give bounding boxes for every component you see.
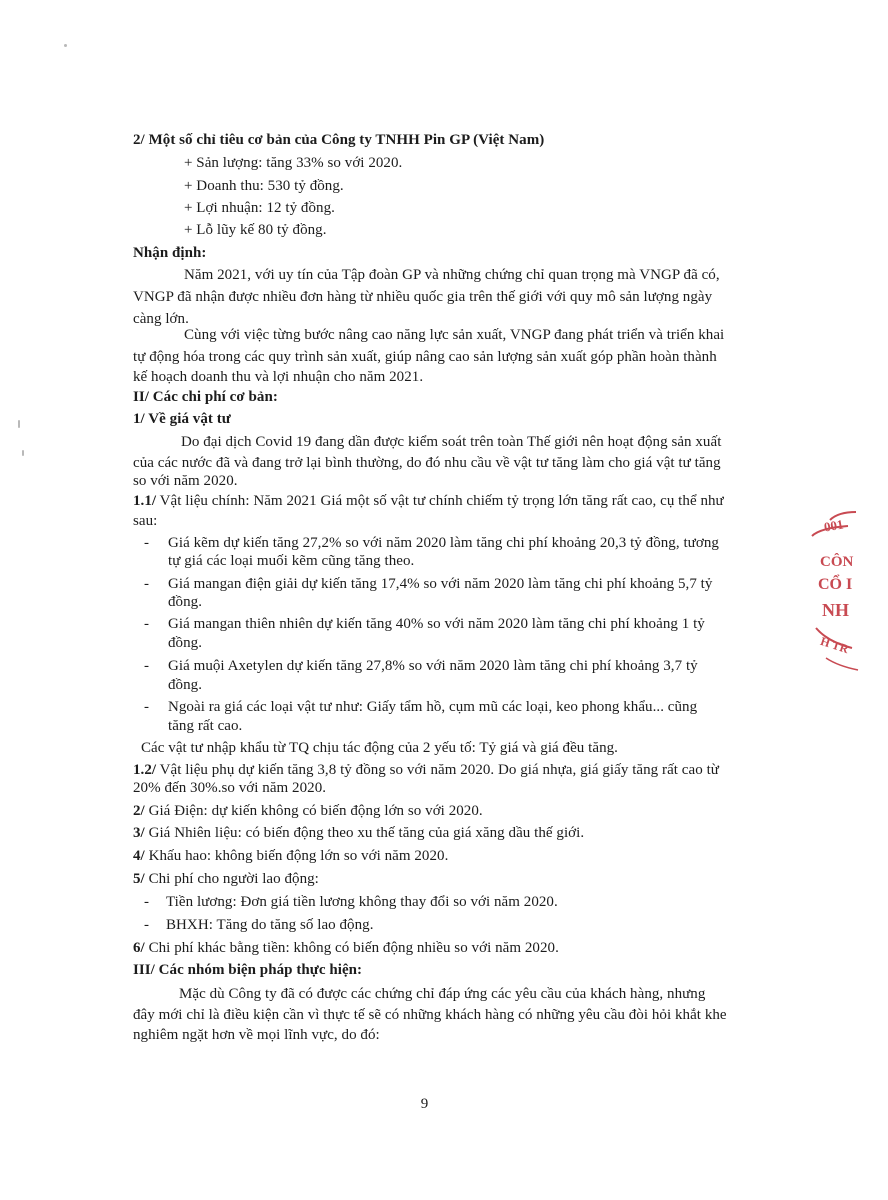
item-number: 6/ [133, 940, 145, 956]
text-line: + Lỗ lũy kế 80 tỷ đồng. [184, 222, 327, 238]
list-bullet-dash: - [144, 699, 149, 715]
text-line: 3/ Giá Nhiên liệu: có biến động theo xu thế tăng của giá xăng dầu thế giới. [133, 825, 585, 841]
text-line: VNGP đã nhận được nhiều đơn hàng từ nhiều quốc gia trên thế giới với quy mô sản lượng ngày [133, 289, 713, 305]
text-line: đồng. [168, 677, 202, 693]
scan-speck [18, 420, 20, 428]
text-line: càng lớn. [133, 311, 189, 327]
list-bullet-dash: - [144, 576, 149, 592]
section-heading: 1/ Về giá vật tư [133, 411, 231, 427]
text-line: 5/ Chi phí cho người lao động: [133, 871, 319, 887]
company-seal-stamp [808, 508, 888, 678]
text-line: 4/ Khấu hao: không biến động lớn so với năm 2020. [133, 848, 449, 864]
item-number: 3/ [133, 825, 145, 841]
text-line: kế hoạch doanh thu và lợi nhuận cho năm 2021. [133, 369, 424, 385]
section-heading: 2/ Một số chỉ tiêu cơ bản của Công ty TNHH Pin GP (Việt Nam) [133, 132, 545, 148]
text-line: + Doanh thu: 530 tỷ đồng. [184, 178, 344, 194]
list-bullet-dash: - [144, 616, 149, 632]
text-line: 1.1/ Vật liệu chính: Năm 2021 Giá một số vật tư chính chiếm tỷ trọng lớn tăng rất cao, cụ thể như [133, 493, 724, 509]
text-line: Tiền lương: Đơn giá tiền lương không thay đổi so với năm 2020. [166, 894, 558, 910]
list-bullet-dash: - [144, 535, 149, 551]
text-line: tự động hóa trong các quy trình sản xuất, giúp nâng cao sản lượng sản xuất góp phần hoàn thành [133, 349, 717, 365]
text-line: Giá kẽm dự kiến tăng 27,2% so với năm 2020 làm tăng chi phí khoảng 20,3 tỷ đồng, tương [168, 535, 719, 551]
text-line: 1.2/ Vật liệu phụ dự kiến tăng 3,8 tỷ đồng so với năm 2020. Do giá nhựa, giá giấy tăng rất cao từ [133, 762, 719, 778]
text-line: sau: [133, 513, 158, 529]
stamp-text-fragment: CÔN [820, 554, 854, 570]
section-heading: Nhận định: [133, 245, 207, 261]
text-line: Do đại dịch Covid 19 đang dần được kiểm soát trên toàn Thế giới nên hoạt động sản xuất [181, 434, 722, 450]
text-line: Giá mangan điện giải dự kiến tăng 17,4% so với năm 2020 làm tăng chi phí khoảng 5,7 tỷ [168, 576, 713, 592]
list-bullet-dash: - [144, 894, 149, 910]
section-heading: III/ Các nhóm biện pháp thực hiện: [133, 962, 363, 978]
text-line: Mặc dù Công ty đã có được các chứng chỉ đáp ứng các yêu cầu của khách hàng, nhưng [179, 986, 706, 1002]
text-line: đồng. [168, 594, 202, 610]
text-line: 6/ Chi phí khác bằng tiền: không có biến động nhiều so với năm 2020. [133, 940, 559, 956]
stamp-text-fragment: 001 [822, 516, 845, 535]
scan-speck [64, 44, 67, 47]
stamp-text-fragment: CỔ I [818, 576, 853, 593]
text-line: Năm 2021, với uy tín của Tập đoàn GP và những chứng chỉ quan trọng mà VNGP đã có, [184, 267, 720, 283]
text-line: BHXH: Tăng do tăng số lao động. [166, 917, 374, 933]
stamp-text-fragment: NH [822, 600, 849, 620]
item-number: 1.1/ [133, 493, 157, 509]
list-bullet-dash: - [144, 917, 149, 933]
text-line: + Lợi nhuận: 12 tỷ đồng. [184, 200, 335, 216]
list-bullet-dash: - [144, 658, 149, 674]
page-number: 9 [420, 1096, 429, 1112]
text-line: đây mới chỉ là điều kiện cần vì thực tế sẽ có những khách hàng có những yêu cầu đòi hỏi khắt khe [133, 1007, 727, 1023]
text-line: đồng. [168, 635, 202, 651]
item-number: 4/ [133, 848, 145, 864]
item-number: 2/ [133, 803, 145, 819]
text-line: Các vật tư nhập khẩu từ TQ chịu tác động của 2 yếu tố: Tỷ giá và giá đều tăng. [141, 740, 618, 756]
text-line: Ngoài ra giá các loại vật tư như: Giấy tẩm hồ, cụm mũ các loại, keo phong khẩu... cũng [168, 699, 698, 715]
text-line: tăng rất cao. [168, 718, 243, 734]
text-line: tự giá các loại muối kẽm cũng tăng theo. [168, 553, 415, 569]
section-heading: II/ Các chi phí cơ bản: [133, 389, 278, 405]
text-line: nghiêm ngặt hơn về mọi lĩnh vực, do đó: [133, 1027, 380, 1043]
item-number: 1.2/ [133, 762, 157, 778]
text-line: Giá mangan thiên nhiên dự kiến tăng 40% so với năm 2020 làm tăng chi phí khoảng 1 tỷ [168, 616, 705, 632]
text-line: của các nước đã và đang trở lại bình thường, do đó nhu cầu về vật tư tăng làm cho giá vật tư tăng [133, 455, 721, 471]
text-line: + Sản lượng: tăng 33% so với 2020. [184, 155, 403, 171]
text-line: 20% đến 30%.so với năm 2020. [133, 780, 327, 796]
text-line: Cùng với việc từng bước nâng cao năng lực sản xuất, VNGP đang phát triển và triển khai [184, 327, 725, 343]
item-number: 5/ [133, 871, 145, 887]
text-line: so với năm 2020. [133, 473, 238, 489]
stamp-text-fragment: H TR [818, 633, 851, 657]
text-line: 2/ Giá Điện: dự kiến không có biến động lớn so với 2020. [133, 803, 483, 819]
text-line: Giá muội Axetylen dự kiến tăng 27,8% so với năm 2020 làm tăng chi phí khoảng 3,7 tỷ [168, 658, 698, 674]
scan-speck [22, 450, 24, 456]
